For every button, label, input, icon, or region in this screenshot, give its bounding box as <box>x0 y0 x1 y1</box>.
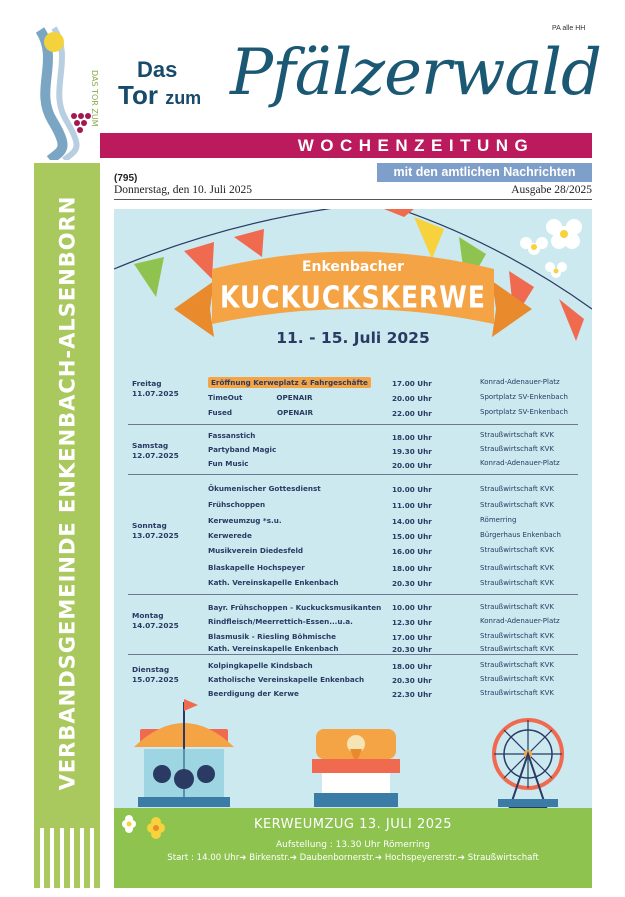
schedule-day-saturday <box>128 425 578 475</box>
event-name: Blaskapelle Hochspeyer <box>208 563 305 572</box>
event-place: Straußwirtschaft KVK <box>480 485 554 493</box>
masthead-tor-word: Tor <box>118 80 158 110</box>
event-time: 17.00 Uhr <box>392 379 432 388</box>
schedule <box>128 375 578 703</box>
day-name: Dienstag <box>132 665 170 674</box>
wochenzeitung-label: WOCHENZEITUNG <box>297 136 535 155</box>
arrow-right-icon: ➜ <box>374 853 383 863</box>
day-label <box>132 441 179 461</box>
event-time: 15.00 Uhr <box>392 532 432 541</box>
aufstellung-text: Aufstellung : 13.30 Uhr Römerring <box>276 840 430 850</box>
event-name: Ökumenischer Gottesdienst <box>208 484 321 493</box>
event-name: Kolpingkapelle Kindsbach <box>208 661 313 670</box>
event-tag: OPENAIR <box>276 393 313 402</box>
event-place: Straußwirtschaft KVK <box>480 546 554 554</box>
day-date: 15.07.2025 <box>132 675 179 684</box>
masthead-zum: zum <box>165 88 202 108</box>
event-time: 20.30 Uhr <box>392 579 432 588</box>
event-time: 10.00 Uhr <box>392 485 432 494</box>
event-place: Straußwirtschaft KVK <box>480 675 554 683</box>
event-tag: OPENAIR <box>276 408 314 417</box>
carousel-illustration <box>134 699 234 807</box>
event-time: 14.00 Uhr <box>392 517 432 526</box>
route-stop: Birkenstr. <box>249 853 290 863</box>
route-stop: Hochspeyererstr. <box>384 853 458 863</box>
day-date: 12.07.2025 <box>132 451 179 460</box>
kerwe-poster <box>114 209 592 823</box>
event-time: 20.00 Uhr <box>392 461 432 470</box>
wochenzeitung-bar <box>240 133 592 158</box>
event-name: Beerdigung der Kerwe <box>208 689 299 698</box>
event-time: 20.30 Uhr <box>392 645 432 654</box>
day-label <box>132 665 179 685</box>
poster-banner-title: KUCKUCKSKERWE <box>220 280 486 315</box>
event-place: Konrad-Adenauer-Platz <box>480 617 560 625</box>
event-time: 16.00 Uhr <box>392 547 432 556</box>
event-name: Rindfleisch/Meerrettich-Essen...u.a. <box>208 617 353 626</box>
day-name: Sonntag <box>132 521 167 530</box>
day-label <box>132 611 179 631</box>
day-date: 11.07.2025 <box>132 389 179 398</box>
event-time: 20.00 Uhr <box>392 394 432 403</box>
ice-cream-booth-illustration <box>312 729 400 807</box>
event-highlight: Eröffnung Kerweplatz & Fahrgeschäfte <box>208 377 371 388</box>
event-name: Blasmusik - Riesling Böhmische <box>208 632 337 641</box>
event-time: 18.00 Uhr <box>392 433 432 442</box>
event-time: 17.00 Uhr <box>392 633 432 642</box>
event-name-text: TimeOut <box>208 393 243 402</box>
event-time: 12.30 Uhr <box>392 618 432 627</box>
event-place: Straußwirtschaft KVK <box>480 431 554 439</box>
svg-text:DAS TOR ZUM: DAS TOR ZUM <box>90 70 99 127</box>
sidebar-stripes <box>34 828 100 888</box>
arrow-right-icon: ➜ <box>289 853 297 863</box>
event-name: Bayr. Frühschoppen - Kuckucksmusikanten <box>208 603 382 612</box>
issue-number: (795) <box>114 173 138 184</box>
route-start: Start : 14.00 Uhr <box>167 853 240 863</box>
day-date: 13.07.2025 <box>132 531 179 540</box>
event-place: Straußwirtschaft KVK <box>480 689 554 697</box>
event-name <box>208 378 371 387</box>
event-time: 22.30 Uhr <box>392 690 432 699</box>
day-date: 14.07.2025 <box>132 621 179 630</box>
poster-banner-small: Enkenbacher <box>301 259 405 275</box>
event-time: 19.30 Uhr <box>392 447 432 456</box>
event-place: Römerring <box>480 516 517 524</box>
event-place: Straußwirtschaft KVK <box>480 603 554 611</box>
event-place: Sportplatz SV-Enkenbach <box>480 408 568 416</box>
tor-zum-pfalzerwald-logo <box>32 20 100 160</box>
route-end: Straußwirtschaft <box>467 853 539 863</box>
issue-ausgabe: Ausgabe 28/2025 <box>511 184 592 196</box>
event-place: Straußwirtschaft KVK <box>480 564 554 572</box>
schedule-day-monday <box>128 595 578 655</box>
event-name: Kerweumzug *s.u. <box>208 516 282 525</box>
event-time: 22.00 Uhr <box>392 409 432 418</box>
event-place: Straußwirtschaft KVK <box>480 445 554 453</box>
masthead-tor <box>118 80 201 111</box>
event-time: 10.00 Uhr <box>392 603 432 612</box>
event-place: Straußwirtschaft KVK <box>480 645 554 653</box>
arrow-right-icon: ➜ <box>457 853 465 863</box>
ferris-wheel-illustration <box>494 720 562 807</box>
event-name <box>208 393 312 402</box>
event-place: Konrad-Adenauer-Platz <box>480 459 560 467</box>
kerweumzug-title: KERWEUMZUG 13. JULI 2025 <box>253 817 453 832</box>
day-name: Freitag <box>132 379 162 388</box>
event-place: Straußwirtschaft KVK <box>480 579 554 587</box>
event-name: Kath. Vereinskapelle Enkenbach <box>208 578 339 587</box>
event-name: Kerwerede <box>208 531 252 540</box>
day-name: Samstag <box>132 441 169 450</box>
event-place: Konrad-Adenauer-Platz <box>480 378 560 386</box>
event-name: Fun Music <box>208 459 249 468</box>
schedule-day-friday <box>128 375 578 425</box>
day-name: Montag <box>132 611 164 620</box>
poster-dates: 11. - 15. Juli 2025 <box>276 329 430 347</box>
schedule-day-tuesday <box>128 655 578 703</box>
kerweumzug-footer <box>114 812 592 888</box>
sidebar-vertical-title-wrap <box>34 163 100 823</box>
sidebar-vertical-title: VERBANDSGEMEINDE ENKENBACH-ALSENBORN <box>55 195 80 791</box>
event-name: Frühschoppen <box>208 500 266 509</box>
event-time: 18.00 Uhr <box>392 662 432 671</box>
masthead-das: Das <box>137 57 178 82</box>
event-place: Sportplatz SV-Enkenbach <box>480 393 568 401</box>
event-name: Katholische Vereinskapelle Enkenbach <box>208 675 365 684</box>
schedule-day-sunday <box>128 475 578 595</box>
arrow-right-icon: ➜ <box>239 853 247 863</box>
event-place: Straußwirtschaft KVK <box>480 501 554 509</box>
event-place: Straußwirtschaft KVK <box>480 661 554 669</box>
event-name: Partyband Magic <box>208 445 277 454</box>
event-place: Bürgerhaus Enkenbach <box>480 531 561 539</box>
amtliche-nachrichten-label: mit den amtlichen Nachrichten <box>377 163 592 182</box>
event-time: 18.00 Uhr <box>392 564 432 573</box>
event-place: Straußwirtschaft KVK <box>480 632 554 640</box>
masthead-pink-strip <box>100 133 240 158</box>
issue-date: Donnerstag, den 10. Juli 2025 <box>114 184 252 196</box>
event-name: Musikverein Diedesfeld <box>208 546 304 555</box>
event-name-text: Fused <box>208 408 232 417</box>
route-stop: Daubenbornerstr. <box>299 853 375 863</box>
route-line <box>114 853 592 863</box>
masthead-pfalzerwald: Pfälzerwald <box>230 36 601 110</box>
event-name <box>208 408 313 417</box>
day-label <box>132 521 179 541</box>
masthead-rule <box>114 199 592 200</box>
day-label <box>132 379 179 399</box>
event-time: 11.00 Uhr <box>392 501 432 510</box>
pa-note: PA alle HH <box>552 25 586 32</box>
event-name: Fassanstich <box>208 431 256 440</box>
event-name: Kath. Vereinskapelle Enkenbach <box>208 644 339 653</box>
event-time: 20.30 Uhr <box>392 676 432 685</box>
